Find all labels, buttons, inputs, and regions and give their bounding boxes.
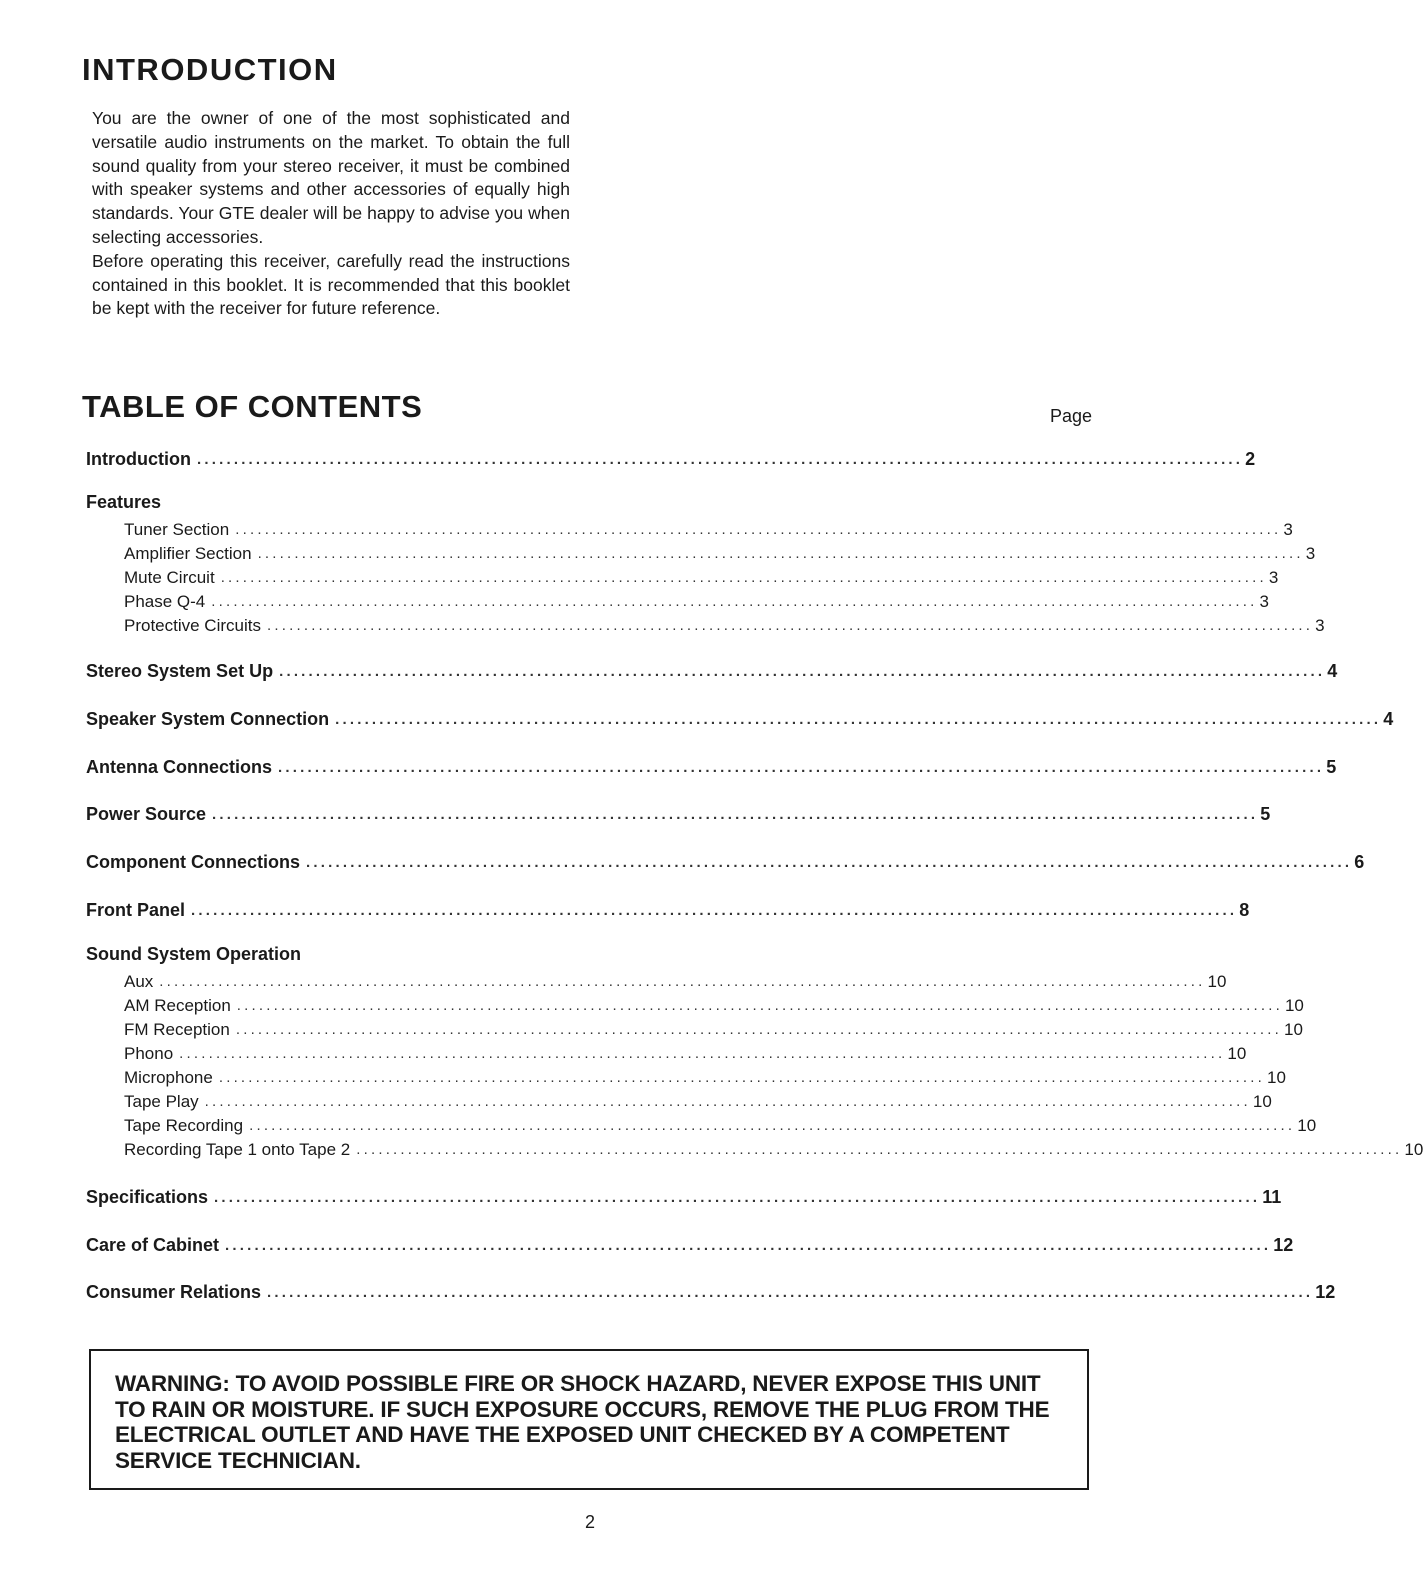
introduction-title: INTRODUCTION (82, 52, 338, 87)
toc-entry-label: Microphone (124, 1068, 213, 1087)
toc-leader-dots: .............................................................................................................................................. (249, 1117, 1296, 1134)
toc-entry-page: 10 (1404, 1140, 1423, 1159)
toc-entry[interactable] (86, 1088, 1272, 1112)
toc-entry-page: 4 (1327, 661, 1338, 681)
toc-leader-dots: .............................................................................................................................................. (218, 1069, 1266, 1086)
toc-entry-page: 3 (1283, 520, 1293, 539)
toc-entry[interactable] (86, 588, 1269, 612)
toc-leader-dots: .............................................................................................................................................. (212, 806, 1259, 823)
toc-entry[interactable] (86, 1184, 1282, 1208)
toc-entry-page: 10 (1284, 1020, 1303, 1039)
toc-entry-page: 10 (1284, 996, 1304, 1015)
toc-entry-label: Tape Recording (124, 1116, 244, 1135)
toc-entry[interactable] (86, 658, 1338, 682)
toc-entry-page: 4 (1383, 709, 1394, 729)
toc-entry[interactable] (86, 446, 1256, 470)
toc-entry-page: 3 (1268, 568, 1279, 587)
warning-text: WARNING: TO AVOID POSSIBLE FIRE OR SHOCK HAZARD, NEVER EXPOSE THIS UNIT TO RAIN OR MOISTURE. IF SUCH EXPOSURE OCCURS, REMOVE THE PLUG FROM THE ELECTRICAL OUTLET AND HAVE THE EXPOSED UNIT CHECKED BY A COMPETENT SERVICE TECHNICIAN. (115, 1371, 1050, 1473)
toc-leader-dots: .............................................................................................................................................. (236, 997, 1283, 1014)
toc-entry-label: Mute Circuit (124, 568, 215, 587)
toc-leader-dots: .............................................................................................................................................. (257, 545, 1304, 562)
toc-entry[interactable] (86, 706, 1394, 730)
toc-entry-label: Power Source (86, 804, 207, 824)
toc-leader-dots: .............................................................................................................................................. (267, 1284, 1314, 1301)
toc-entry-label: Tuner Section (124, 520, 230, 539)
toc-entry-page: 6 (1354, 852, 1365, 872)
toc-leader-dots: .............................................................................................................................................. (220, 569, 1267, 586)
toc-entry-label: FM Reception (124, 1020, 230, 1039)
toc-entry-page: 2 (1245, 449, 1256, 469)
toc-entry-page: 10 (1297, 1116, 1317, 1135)
toc-page-column-header: Page (1049, 406, 1092, 426)
toc-leader-dots: .............................................................................................................................................. (235, 1021, 1283, 1038)
toc-leader-dots: .............................................................................................................................................. (278, 759, 1325, 776)
toc-entry-page: 10 (1207, 972, 1227, 991)
introduction-body (92, 107, 570, 321)
introduction-paragraph-2: Before operating this receiver, carefully read the instructions contained in this booklet. It is recommended that this booklet be kept with the receiver for future reference. (92, 250, 570, 319)
toc-entry-label: Recording Tape 1 onto Tape 2 (124, 1140, 351, 1159)
toc-entry-page: 11 (1262, 1187, 1282, 1207)
toc-entry-label: Amplifier Section (124, 544, 252, 563)
toc-entry-label: Component Connections (86, 852, 300, 872)
toc-entry-label: Antenna Connections (86, 757, 273, 777)
introduction-paragraph-1: You are the owner of one of the most sophisticated and versatile audio instruments on the market. To obtain the full sound quality from your stereo receiver, it must be combined with speaker systems and other accessories of equally high standards. Your GTE dealer will be happy to advise you when selecting accessories. (92, 108, 570, 247)
toc-entry-page: 10 (1267, 1068, 1286, 1087)
toc-leader-dots: .............................................................................................................................................. (191, 902, 1238, 919)
toc-entry-label: Stereo System Set Up (86, 661, 274, 681)
toc-entry[interactable] (86, 564, 1279, 588)
toc-entry-label: Care of Cabinet (86, 1235, 220, 1255)
toc-entry-page: 12 (1273, 1235, 1294, 1255)
toc-entry-label: Tape Play (124, 1092, 199, 1111)
warning-box (89, 1349, 1089, 1490)
toc-leader-dots: .............................................................................................................................................. (235, 521, 1282, 538)
toc-entry-label: Consumer Relations (86, 1282, 262, 1302)
toc-leader-dots: .............................................................................................................................................. (179, 1045, 1226, 1062)
toc-leader-dots: .............................................................................................................................................. (225, 1237, 1272, 1254)
toc-entry-label: Protective Circuits (124, 616, 261, 635)
toc-title: TABLE OF CONTENTS (82, 389, 423, 424)
toc-leader-dots: .............................................................................................................................................. (214, 1189, 1261, 1206)
toc-entry[interactable] (86, 897, 1250, 921)
toc-leader-dots: .............................................................................................................................................. (266, 617, 1314, 634)
toc-entry-label: AM Reception (124, 996, 231, 1015)
toc-entry-page: 5 (1326, 757, 1337, 777)
toc-entry[interactable] (86, 992, 1304, 1016)
toc-entry-label: Front Panel (86, 900, 186, 920)
toc-entry-label: Phono (124, 1044, 174, 1063)
toc-entry-page: 8 (1239, 900, 1250, 920)
toc-leader-dots: .............................................................................................................................................. (335, 711, 1382, 728)
toc-entry[interactable] (86, 1112, 1317, 1136)
toc-entry-page: 10 (1227, 1044, 1247, 1063)
toc-entry[interactable] (86, 516, 1293, 540)
toc-entry-page: 5 (1260, 804, 1271, 824)
toc-entry-page: 3 (1305, 544, 1316, 563)
toc-entry[interactable] (86, 540, 1316, 564)
toc-entry-page: 12 (1315, 1282, 1336, 1302)
toc-leader-dots: .............................................................................................................................................. (211, 593, 1258, 610)
toc-leader-dots: .............................................................................................................................................. (306, 854, 1353, 871)
toc-entry[interactable] (86, 1064, 1286, 1088)
toc-section-heading: Sound System Operation (86, 944, 302, 964)
toc-leader-dots: .............................................................................................................................................. (159, 973, 1206, 990)
toc-entry[interactable] (86, 968, 1227, 992)
toc-entry-label: Phase Q-4 (124, 592, 206, 611)
toc-entry[interactable] (86, 1040, 1247, 1064)
toc-entry-page: 3 (1259, 592, 1269, 611)
toc-entry[interactable] (86, 1016, 1303, 1040)
toc-entry[interactable] (86, 801, 1271, 825)
toc-entry-label: Speaker System Connection (86, 709, 330, 729)
toc-leader-dots: .............................................................................................................................................. (204, 1093, 1251, 1110)
toc-entry-label: Introduction (86, 449, 191, 469)
toc-leader-dots: .............................................................................................................................................. (196, 451, 1244, 468)
toc-entry[interactable] (86, 1232, 1294, 1256)
toc-entry[interactable] (86, 1279, 1336, 1303)
toc-entry[interactable] (86, 1136, 1423, 1160)
toc-entry-page: 3 (1315, 616, 1325, 635)
toc-entry-label: Aux (124, 972, 154, 991)
toc-entry[interactable] (86, 612, 1325, 636)
toc-leader-dots: .............................................................................................................................................. (356, 1141, 1403, 1158)
page-number: 2 (584, 1512, 595, 1532)
toc-entry-label: Specifications (86, 1187, 209, 1207)
toc-entry[interactable] (86, 754, 1337, 778)
toc-entry-page: 10 (1252, 1092, 1272, 1111)
toc-section-heading: Features (86, 492, 162, 512)
toc-leader-dots: .............................................................................................................................................. (279, 663, 1326, 680)
toc-entry[interactable] (86, 849, 1365, 873)
